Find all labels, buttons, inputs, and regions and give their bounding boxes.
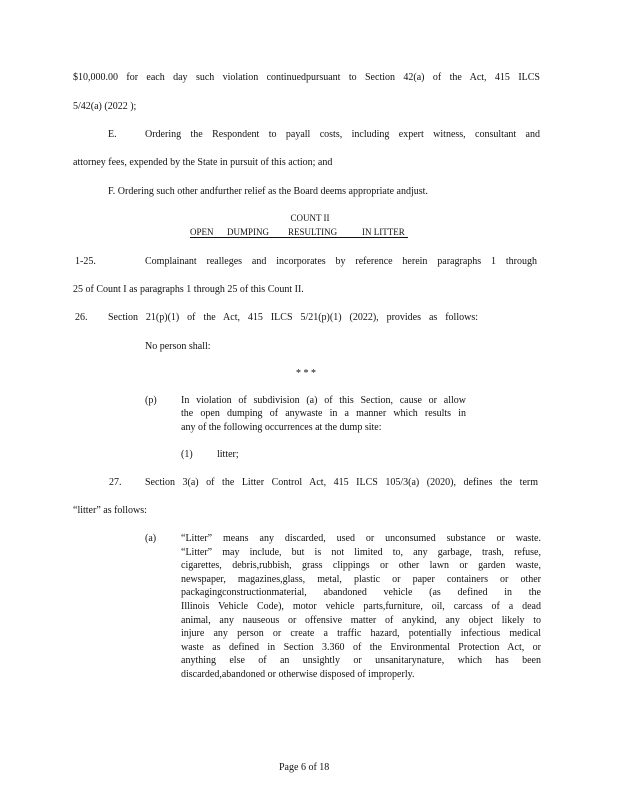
count-title: COUNT II xyxy=(290,213,330,223)
paragraph-line: $10,000.00 for each day such violation continuedpursuant to Section 42(a) of the Act, 415 ILCS xyxy=(73,72,540,83)
subsection-label-1: (1) xyxy=(181,449,193,460)
quote-line: injure any person or create a traffic hazard, potentially infectious medical xyxy=(181,628,541,640)
paragraph-continuation: 25 of Count I as paragraphs 1 through 25 of this Count II. xyxy=(73,284,304,295)
paragraph-text: Section 3(a) of the Litter Control Act, 415 ILCS 105/3(a) (2020), defines the term xyxy=(145,477,538,488)
quote-line: In violation of subdivision (a) of this Section, cause or allow xyxy=(181,395,466,406)
omission-stars: * * * xyxy=(296,368,316,379)
item-label-e: E. xyxy=(108,129,117,140)
quote-line: any of the following occurrences at the dump site: xyxy=(181,421,382,433)
paragraph-line: 5/42(a) (2022 ); xyxy=(73,101,137,112)
quote-line: “Litter” means any discarded, used or unconsumed substance or waste. xyxy=(181,533,541,544)
quote-line: packagingconstructionmaterial, abandoned vehicle (as defined in the xyxy=(181,587,541,599)
count-subtitle-word: RESULTING xyxy=(288,227,338,237)
quote-line: newspaper, magazines,glass, metal, plastic or paper containers or other xyxy=(181,573,541,585)
count-subtitle-word: DUMPING xyxy=(227,227,270,237)
count-subtitle-word: IN LITTER xyxy=(362,227,405,237)
paragraph-number: 1-25. xyxy=(75,256,96,267)
litter-definition xyxy=(181,532,541,682)
quote-line: Illinois Vehicle Code), motor vehicle parts,furniture, oil, carcass of a dead xyxy=(181,600,541,612)
page-number: Page 6 of 18 xyxy=(279,762,330,773)
subsection-label-p: (p) xyxy=(145,395,157,406)
quote-line: anything else of an unsightly or unsanitarynature, which has been xyxy=(181,655,541,667)
subsection-label-a: (a) xyxy=(145,533,157,544)
paragraph-number: 26. xyxy=(75,312,88,323)
count-subtitle xyxy=(190,228,408,238)
item-f-text: F. Ordering such other andfurther relief as the Board deems appropriate andjust. xyxy=(108,186,428,197)
paragraph-text: Section 21(p)(1) of the Act, 415 ILCS 5/21(p)(1) (2022), provides as follows: xyxy=(108,312,478,323)
count-subtitle-word: OPEN xyxy=(190,227,214,237)
quote-line: waste as defined in Section 3.360 of the Environmental Protection Act, or xyxy=(181,641,541,653)
count-underline xyxy=(190,237,408,238)
quote-line: discarded,abandoned or otherwise disposed of improperly. xyxy=(181,668,415,680)
paragraph-text: Complainant realleges and incorporates by reference herein paragraphs 1 through xyxy=(145,256,537,267)
quote-intro: No person shall: xyxy=(145,341,211,352)
subsection-1-text: litter; xyxy=(217,449,239,460)
paragraph-continuation: “litter” as follows: xyxy=(73,505,147,516)
quote-line: the open dumping of anywaste in a manner which results in xyxy=(181,408,466,420)
subsection-p-text xyxy=(181,394,466,434)
quote-line: cigarettes, debris,rubbish, grass clippings or other lawn or garden waste, xyxy=(181,560,541,572)
item-e-text: Ordering the Respondent to payall costs, including expert witness, consultant and xyxy=(145,129,540,140)
paragraph-number: 27. xyxy=(109,477,122,488)
quote-line: “Litter” may include, but is not limited to, any garbage, trash, refuse, xyxy=(181,546,541,558)
item-e-continuation: attorney fees, expended by the State in pursuit of this action; and xyxy=(73,157,333,168)
quote-line: animal, any nauseous or offensive matter of anykind, any object likely to xyxy=(181,614,541,626)
